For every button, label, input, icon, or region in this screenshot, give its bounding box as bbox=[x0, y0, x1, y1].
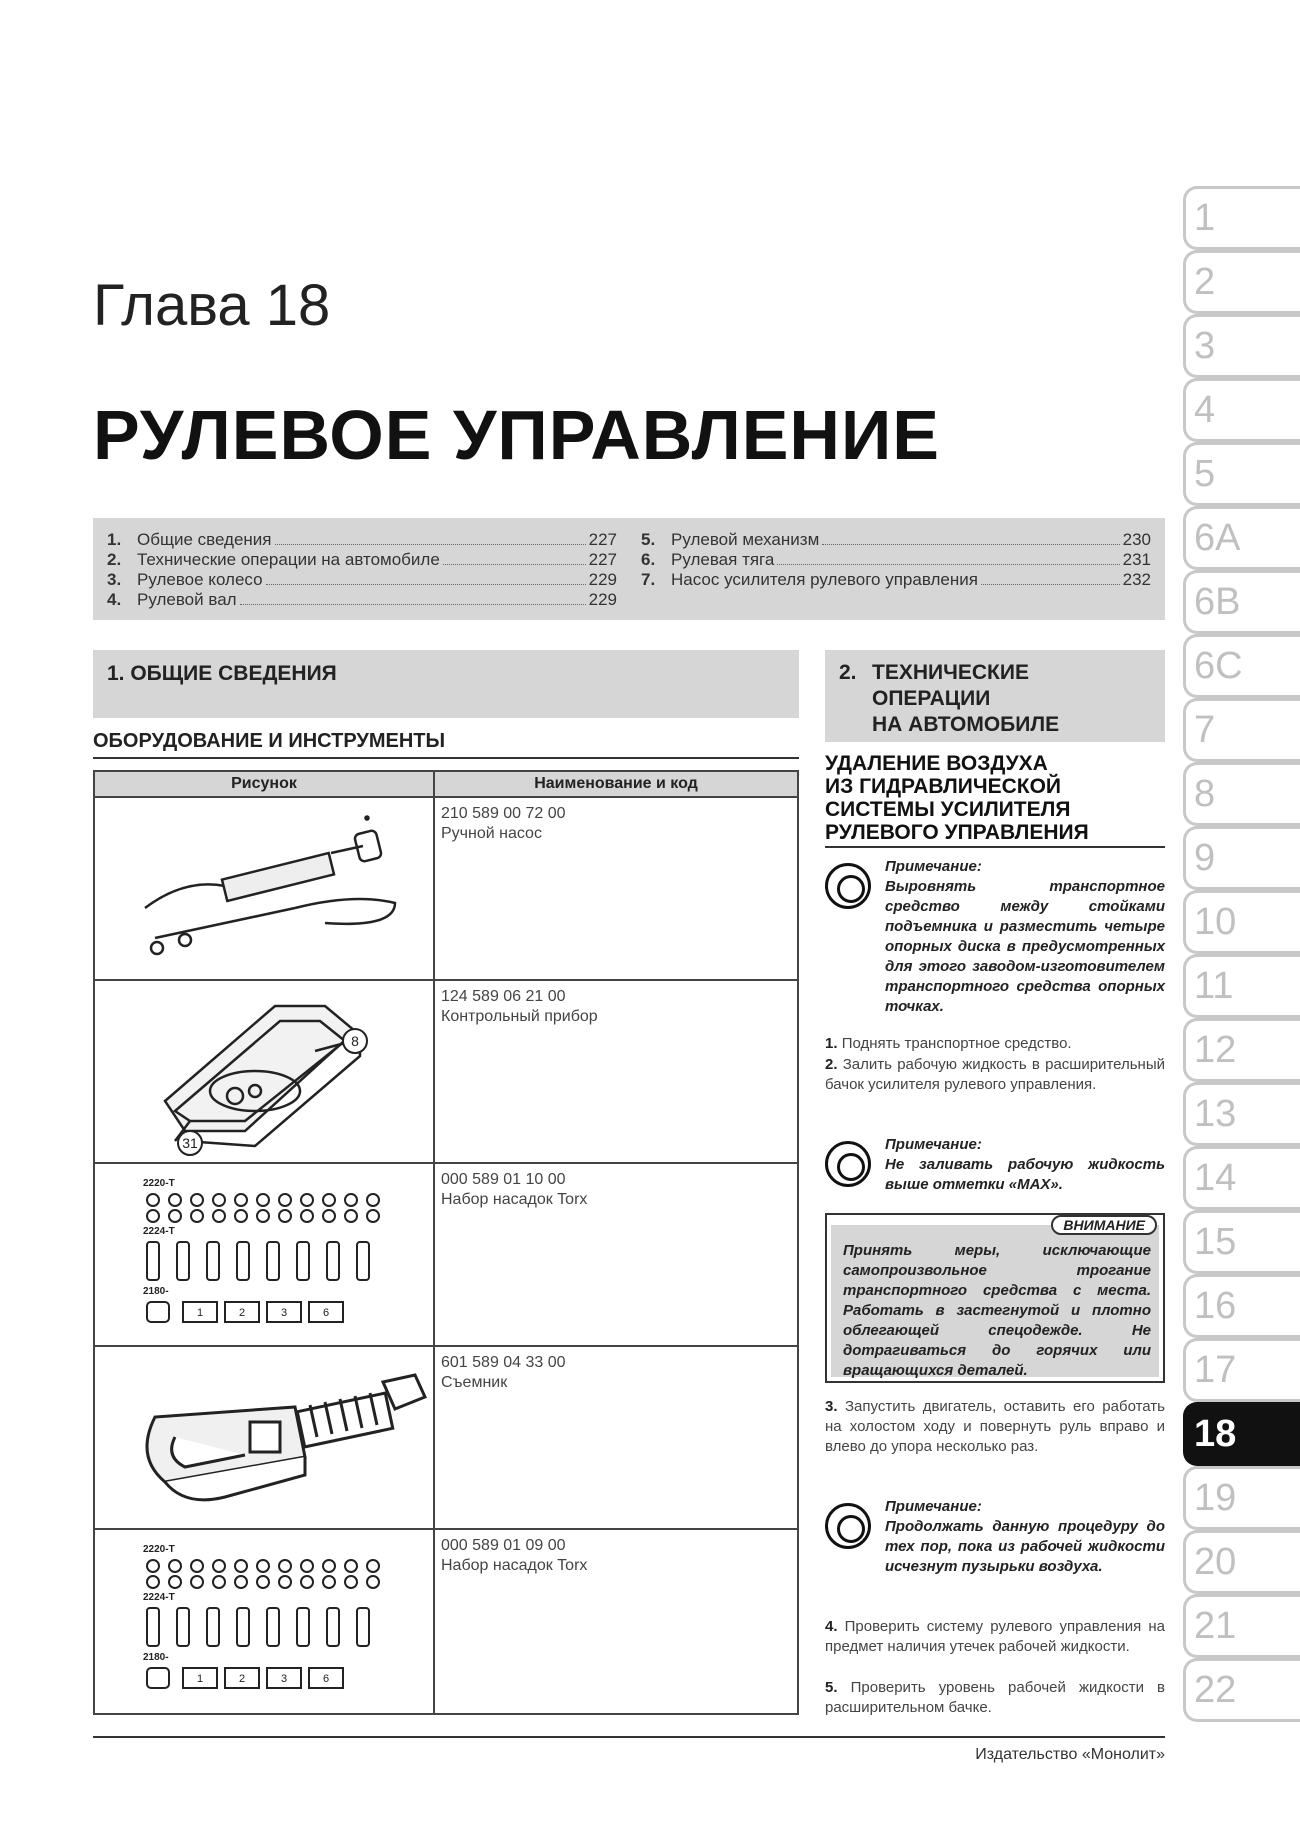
col-name-header: Наименование и код bbox=[534, 775, 698, 792]
step-text: Запустить двигатель, оставить его работать на холостом ходу и повернуть руль вправо и влево до упора несколько раз. bbox=[825, 1398, 1165, 1455]
toc-title: Рулевая тяга bbox=[671, 550, 775, 569]
toc-item[interactable] bbox=[107, 570, 617, 590]
part-code: 124 589 06 21 00 bbox=[441, 988, 566, 1005]
toc-num: 2. bbox=[107, 550, 122, 569]
footer-rule bbox=[93, 1736, 1165, 1738]
torx-size: 1 bbox=[196, 1673, 204, 1685]
step-item bbox=[825, 1397, 1165, 1457]
part-name: Набор насадок Torx bbox=[441, 1557, 588, 1574]
section-1-heading: 1. ОБЩИЕ СВЕДЕНИЯ bbox=[93, 650, 799, 718]
step-item bbox=[825, 1617, 1165, 1657]
torx-set-illustration bbox=[95, 1530, 435, 1713]
toc-num: 1. bbox=[107, 530, 122, 549]
row-details bbox=[435, 798, 797, 979]
chapter-tab[interactable]: 21 bbox=[1183, 1594, 1300, 1658]
toc-page: 231 bbox=[1122, 550, 1151, 569]
note-text: Продолжать данную процедуру до тех пор, пока из рабочей жидкости исчезнут пузырьки воздуха. bbox=[885, 1518, 1165, 1575]
toc-num: 7. bbox=[641, 570, 656, 589]
note-block bbox=[825, 1135, 1165, 1199]
chapter-tab[interactable]: 12 bbox=[1183, 1018, 1300, 1082]
chapter-tabs bbox=[1183, 186, 1300, 1722]
chapter-tab[interactable]: 10 bbox=[1183, 890, 1300, 954]
step-number: 1. bbox=[825, 1035, 838, 1052]
section-2-heading bbox=[825, 650, 1165, 742]
part-name: Контрольный прибор bbox=[441, 1008, 598, 1025]
step-item bbox=[825, 1055, 1165, 1095]
toc-page: 227 bbox=[588, 550, 617, 569]
torx-set-drawing bbox=[95, 1164, 435, 1347]
toc-leader bbox=[275, 544, 586, 545]
toc-page: 230 bbox=[1122, 530, 1151, 549]
toc-item[interactable] bbox=[641, 570, 1151, 590]
col-picture-header: Рисунок bbox=[95, 772, 435, 796]
toc-num: 5. bbox=[641, 530, 656, 549]
callout-31: 31 bbox=[182, 1135, 198, 1151]
part-name: Набор насадок Torx bbox=[441, 1191, 588, 1208]
page-title: РУЛЕВОЕ УПРАВЛЕНИЕ bbox=[93, 396, 940, 474]
toc-item[interactable] bbox=[641, 550, 1151, 570]
part-code: 601 589 04 33 00 bbox=[441, 1354, 566, 1371]
note-label: Примечание: bbox=[885, 1136, 982, 1153]
torx-label: 2224-T bbox=[143, 1226, 175, 1237]
row-details bbox=[435, 1530, 797, 1713]
note-text: Выровнять транспортное средство между стойками подъемника и разместить четыре опорных диска в предусмотренных для этого заводом-изготовителем транспортного средства опорных точках. bbox=[885, 878, 1165, 1015]
toc-title: Насос усилителя рулевого управления bbox=[671, 570, 978, 589]
toc-leader bbox=[981, 584, 1120, 585]
chapter-tab[interactable]: 20 bbox=[1183, 1530, 1300, 1594]
puller-illustration bbox=[95, 1347, 435, 1528]
note-block bbox=[825, 1497, 1165, 1587]
callout-8: 8 bbox=[351, 1033, 359, 1049]
row-details bbox=[435, 1347, 797, 1528]
note-label: Примечание: bbox=[885, 858, 982, 875]
chapter-tab[interactable]: 22 bbox=[1183, 1658, 1300, 1722]
toc-title: Рулевой механизм bbox=[671, 530, 820, 549]
section-2-number: 2. bbox=[839, 661, 857, 684]
torx-set-drawing bbox=[95, 1530, 435, 1713]
chapter-tab[interactable]: 16 bbox=[1183, 1274, 1300, 1338]
torx-label: 2180- bbox=[143, 1286, 169, 1297]
chapter-tab[interactable]: 5 bbox=[1183, 442, 1300, 506]
chapter-tab[interactable]: 6B bbox=[1183, 570, 1300, 634]
chapter-tab[interactable]: 19 bbox=[1183, 1466, 1300, 1530]
chapter-tab[interactable]: 14 bbox=[1183, 1146, 1300, 1210]
chapter-tab[interactable]: 8 bbox=[1183, 762, 1300, 826]
table-row bbox=[95, 798, 797, 981]
toc-num: 4. bbox=[107, 590, 122, 609]
hand-pump-illustration bbox=[95, 798, 435, 979]
table-of-contents bbox=[93, 518, 1165, 620]
toc-item[interactable] bbox=[107, 550, 617, 570]
toc-title: Рулевое колесо bbox=[137, 570, 263, 589]
toc-right-column bbox=[641, 530, 1151, 590]
torx-size: 6 bbox=[322, 1307, 330, 1319]
table-row bbox=[95, 1530, 797, 1713]
part-name: Съемник bbox=[441, 1374, 508, 1391]
chapter-label: Глава 18 bbox=[93, 273, 331, 338]
step-item bbox=[825, 1678, 1165, 1718]
torx-label: 2180- bbox=[143, 1652, 169, 1663]
torx-label: 2220-T bbox=[143, 1178, 175, 1189]
step-number: 5. bbox=[825, 1679, 838, 1696]
torx-size: 1 bbox=[196, 1307, 204, 1319]
table-row bbox=[95, 1164, 797, 1347]
warning-tag: ВНИМАНИЕ bbox=[1051, 1215, 1157, 1235]
toc-page: 227 bbox=[588, 530, 617, 549]
torx-size: 2 bbox=[238, 1307, 246, 1319]
step-number: 2. bbox=[825, 1056, 838, 1073]
table-row bbox=[95, 1347, 797, 1530]
chapter-tab[interactable]: 18 bbox=[1183, 1402, 1300, 1466]
chapter-tab[interactable]: 11 bbox=[1183, 954, 1300, 1018]
toc-title: Рулевой вал bbox=[137, 590, 237, 609]
toc-leader bbox=[443, 564, 586, 565]
torx-size: 6 bbox=[322, 1673, 330, 1685]
toc-left-column bbox=[107, 530, 617, 610]
toc-page: 229 bbox=[588, 570, 617, 589]
note-text: Не заливать рабочую жидкость выше отметки «MAX». bbox=[885, 1156, 1165, 1193]
warning-text: Принять меры, исключающие самопроизвольное трогание транспортного средства с места. Работать в застегнутой и плотно облегающей спецодежде. Не дотрагиваться до горячих или вращающихся деталей. bbox=[831, 1225, 1159, 1377]
chapter-tab[interactable]: 2 bbox=[1183, 250, 1300, 314]
torx-size: 2 bbox=[238, 1673, 246, 1685]
test-case-drawing bbox=[95, 981, 435, 1164]
step-number: 4. bbox=[825, 1618, 838, 1635]
toc-leader bbox=[822, 544, 1119, 545]
chapter-tab[interactable]: 6A bbox=[1183, 506, 1300, 570]
toc-item[interactable] bbox=[107, 590, 617, 610]
chapter-tab[interactable]: 13 bbox=[1183, 1082, 1300, 1146]
publisher-footer: Издательство «Монолит» bbox=[975, 1746, 1165, 1763]
toc-leader bbox=[777, 564, 1119, 565]
note-block bbox=[825, 857, 1165, 1017]
table-header bbox=[95, 772, 797, 798]
part-code: 000 589 01 09 00 bbox=[441, 1537, 566, 1554]
table-row bbox=[95, 981, 797, 1164]
subsection-heading: УДАЛЕНИЕ ВОЗДУХА ИЗ ГИДРАВЛИЧЕСКОЙ СИСТЕМЫ УСИЛИТЕЛЯ РУЛЕВОГО УПРАВЛЕНИЯ bbox=[825, 752, 1165, 848]
chapter-tab[interactable]: 1 bbox=[1183, 186, 1300, 250]
warning-box bbox=[825, 1213, 1165, 1383]
step-item bbox=[825, 1034, 1165, 1054]
step-text: Проверить уровень рабочей жидкости в расширительном бачке. bbox=[825, 1679, 1165, 1716]
chapter-tab[interactable]: 6C bbox=[1183, 634, 1300, 698]
torx-size: 3 bbox=[280, 1673, 288, 1685]
part-name: Ручной насос bbox=[441, 825, 542, 842]
torx-size: 3 bbox=[280, 1307, 288, 1319]
part-code: 210 589 00 72 00 bbox=[441, 805, 566, 822]
step-number: 3. bbox=[825, 1398, 838, 1415]
test-device-illustration bbox=[95, 981, 435, 1162]
toc-num: 3. bbox=[107, 570, 122, 589]
chapter-tab[interactable]: 7 bbox=[1183, 698, 1300, 762]
toc-num: 6. bbox=[641, 550, 656, 569]
chapter-tab[interactable]: 4 bbox=[1183, 378, 1300, 442]
chapter-tab[interactable]: 17 bbox=[1183, 1338, 1300, 1402]
toc-leader bbox=[266, 584, 586, 585]
chapter-tab[interactable]: 3 bbox=[1183, 314, 1300, 378]
section-2-title: ТЕХНИЧЕСКИЕ ОПЕРАЦИИ НА АВТОМОБИЛЕ bbox=[872, 661, 1060, 736]
step-text: Проверить систему рулевого управления на предмет наличия утечек рабочей жидкости. bbox=[825, 1618, 1166, 1655]
row-details bbox=[435, 981, 797, 1162]
chapter-tab[interactable]: 15 bbox=[1183, 1210, 1300, 1274]
chapter-tab[interactable]: 9 bbox=[1183, 826, 1300, 890]
torx-set-illustration bbox=[95, 1164, 435, 1345]
equipment-heading: ОБОРУДОВАНИЕ И ИНСТРУМЕНТЫ bbox=[93, 730, 799, 759]
lightbulb-icon bbox=[825, 863, 871, 909]
part-code: 000 589 01 10 00 bbox=[441, 1171, 566, 1188]
row-details bbox=[435, 1164, 797, 1345]
lightbulb-icon bbox=[825, 1503, 871, 1549]
puller-drawing bbox=[95, 1347, 435, 1530]
torx-label: 2220-T bbox=[143, 1544, 175, 1555]
step-text: Залить рабочую жидкость в расширительный бачок усилителя рулевого управления. bbox=[825, 1056, 1165, 1093]
lightbulb-icon bbox=[825, 1141, 871, 1187]
toc-page: 229 bbox=[588, 590, 617, 609]
torx-label: 2224-T bbox=[143, 1592, 175, 1603]
equipment-table bbox=[93, 770, 799, 1715]
toc-item[interactable] bbox=[641, 530, 1151, 550]
toc-title: Общие сведения bbox=[137, 530, 272, 549]
toc-item[interactable] bbox=[107, 530, 617, 550]
toc-page: 232 bbox=[1122, 570, 1151, 589]
toc-title: Технические операции на автомобиле bbox=[137, 550, 440, 569]
toc-leader bbox=[240, 604, 586, 605]
hand-pump-drawing bbox=[95, 798, 435, 981]
step-text: Поднять транспортное средство. bbox=[841, 1035, 1072, 1052]
note-label: Примечание: bbox=[885, 1498, 982, 1515]
